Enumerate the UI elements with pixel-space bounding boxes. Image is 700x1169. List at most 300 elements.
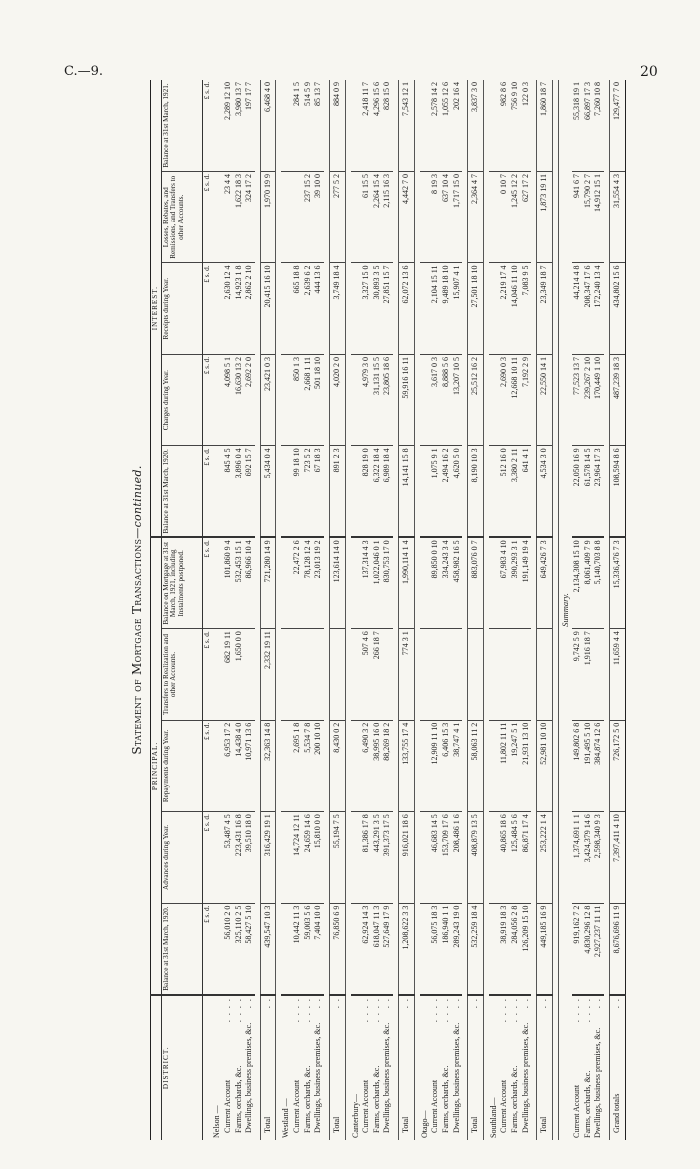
amount-cell: 129,477 7 0 bbox=[610, 80, 626, 172]
amount-cell: 2,104 15 11 bbox=[430, 263, 441, 354]
empty-cell bbox=[489, 720, 500, 811]
empty-cell bbox=[281, 446, 292, 537]
district-label bbox=[303, 995, 314, 1140]
leader-dots: . . . . bbox=[302, 997, 312, 1023]
table-row bbox=[223, 80, 234, 1140]
amount-cell: 2,598,340 9 3 bbox=[593, 812, 604, 903]
district-label bbox=[244, 995, 255, 1140]
amount-cell: 191,149 19 4 bbox=[521, 537, 532, 628]
amount-cell: 208,486 1 6 bbox=[452, 812, 463, 903]
district-heading: Westland — bbox=[281, 1098, 291, 1138]
leader-dots: . . . . bbox=[292, 997, 302, 1023]
amount-cell: 8,061,409 7 9 bbox=[583, 537, 594, 628]
amount-cell: 23,421 0 3 bbox=[260, 354, 276, 445]
amount-cell: 191,495 5 10 bbox=[583, 720, 594, 811]
amount-cell: 774 3 1 bbox=[399, 629, 415, 720]
group-interest: INTEREST. bbox=[151, 80, 162, 537]
table-row bbox=[234, 80, 245, 1140]
amount-cell: 38,919 18 3 bbox=[499, 903, 510, 994]
amount-cell: 982 8 6 bbox=[499, 80, 510, 172]
col-principal-balance-1920: Balance at 31st March, 1920. bbox=[161, 903, 202, 994]
amount-cell: 99 18 10 bbox=[292, 446, 303, 537]
table-row bbox=[382, 80, 393, 1140]
amount-cell: 7,192 2 9 bbox=[521, 354, 532, 445]
amount-cell: 81,386 17 8 bbox=[361, 812, 372, 903]
amount-cell: 3,617 0 3 bbox=[430, 354, 441, 445]
amount-cell: 5,140,703 8 8 bbox=[593, 537, 604, 628]
amount-cell: 208,347 17 6 bbox=[583, 263, 594, 354]
amount-cell: 15,336,476 7 3 bbox=[610, 537, 626, 628]
row-label: Current Account bbox=[430, 1079, 440, 1133]
amount-cell: 89,850 0 10 bbox=[430, 537, 441, 628]
amount-cell: 86,871 17 4 bbox=[521, 812, 532, 903]
empty-cell bbox=[489, 812, 500, 903]
district-label bbox=[382, 995, 393, 1140]
amount-cell: 15,907 4 1 bbox=[452, 263, 463, 354]
group-principal: PRINCIPAL. bbox=[151, 537, 162, 994]
amount-cell: 55,318 19 1 bbox=[572, 80, 583, 172]
amount-cell: 4,534 3 0 bbox=[537, 446, 553, 537]
amount-cell: 726,172 5 0 bbox=[610, 720, 626, 811]
row-label: Grand totals bbox=[612, 1093, 621, 1133]
col-transfers: Transfers to Realization and other Accounts. bbox=[161, 629, 202, 720]
table-row bbox=[521, 80, 532, 1140]
leader-dots: . . bbox=[612, 997, 621, 1009]
leader-dots: . . bbox=[470, 997, 480, 1009]
district-label bbox=[537, 995, 553, 1140]
empty-cell bbox=[420, 80, 431, 172]
amount-cell: 101,860 9 4 bbox=[223, 537, 234, 628]
amount-cell: 1,374,691 1 1 bbox=[572, 812, 583, 903]
amount-cell: 501 18 10 bbox=[313, 354, 324, 445]
amount-cell: 2,639 6 2 bbox=[303, 263, 314, 354]
empty-cell bbox=[489, 903, 500, 994]
amount-cell: 1,970 19 9 bbox=[260, 172, 276, 263]
amount-cell: 618,047 11 3 bbox=[372, 903, 383, 994]
empty-cell bbox=[489, 629, 500, 720]
table-row bbox=[441, 80, 452, 1140]
amount-cell: 2,332 19 11 bbox=[260, 629, 276, 720]
empty-cell bbox=[212, 446, 223, 537]
amount-cell: 56,010 2 0 bbox=[223, 903, 234, 994]
amount-cell: 2,219 17 4 bbox=[499, 263, 510, 354]
empty-cell bbox=[212, 80, 223, 172]
amount-cell: 408,879 13 5 bbox=[468, 812, 484, 903]
amount-cell: 15,790 2 7 bbox=[583, 172, 594, 263]
units-cell: £ s. d. bbox=[202, 720, 212, 811]
amount-cell: 52,981 10 10 bbox=[537, 720, 553, 811]
amount-cell: 23,805 18 6 bbox=[382, 354, 393, 445]
amount-cell: 1,873 19 11 bbox=[537, 172, 553, 263]
district-label bbox=[234, 995, 245, 1140]
amount-cell: 830,753 17 0 bbox=[382, 537, 393, 628]
district-label bbox=[260, 995, 276, 1140]
row-label: Current Account bbox=[222, 1079, 232, 1133]
amount-cell: 39,510 18 0 bbox=[244, 812, 255, 903]
amount-cell: 334,243 3 4 bbox=[441, 537, 452, 628]
amount-cell bbox=[292, 172, 303, 263]
district-heading: Southland— bbox=[488, 1097, 498, 1138]
table-row bbox=[499, 80, 510, 1140]
amount-cell: 1,208,622 3 3 bbox=[399, 903, 415, 994]
leader-dots: . . bbox=[451, 997, 461, 1009]
empty-cell bbox=[212, 354, 223, 445]
row-label: Farms, orchards, &c. bbox=[510, 1065, 520, 1133]
amount-cell: 391,373 17 5 bbox=[382, 812, 393, 903]
amount-cell: 16,630 13 2 bbox=[234, 354, 245, 445]
amount-cell: 200 10 10 bbox=[313, 720, 324, 811]
amount-cell: 2,690 0 3 bbox=[499, 354, 510, 445]
empty-cell bbox=[489, 354, 500, 445]
amount-cell: 2,692 2 0 bbox=[244, 354, 255, 445]
amount-cell: 458,982 16 5 bbox=[452, 537, 463, 628]
amount-cell: 202 16 4 bbox=[452, 80, 463, 172]
amount-cell: 23,013 19 2 bbox=[313, 537, 324, 628]
district-label bbox=[468, 995, 484, 1140]
amount-cell: 10,442 11 3 bbox=[292, 903, 303, 994]
amount-cell: 4,296 15 6 bbox=[372, 80, 383, 172]
amount-cell: 137,314 4 3 bbox=[361, 537, 372, 628]
leader-dots: . . bbox=[401, 997, 411, 1009]
amount-cell: 1,055 12 6 bbox=[441, 80, 452, 172]
amount-cell: 61,578 14 5 bbox=[583, 446, 594, 537]
amount-cell: 27,851 15 7 bbox=[382, 263, 393, 354]
district-heading-row bbox=[281, 80, 292, 1140]
amount-cell bbox=[430, 629, 441, 720]
amount-cell: 62,072 13 6 bbox=[399, 263, 415, 354]
amount-cell bbox=[499, 629, 510, 720]
amount-cell: 2,418 11 7 bbox=[361, 80, 372, 172]
amount-cell: 2,364 4 7 bbox=[468, 172, 484, 263]
empty-cell bbox=[351, 172, 362, 263]
amount-cell: 67,983 4 10 bbox=[499, 537, 510, 628]
amount-cell: 3,980 13 7 bbox=[234, 80, 245, 172]
amount-cell: 15,810 0 0 bbox=[313, 812, 324, 903]
amount-cell: 25,512 16 2 bbox=[468, 354, 484, 445]
amount-cell: 2,134,308 15 10 bbox=[572, 537, 583, 628]
row-label: Current Account bbox=[361, 1079, 371, 1133]
amount-cell: 27,501 18 10 bbox=[468, 263, 484, 354]
title-suffix: —continued. bbox=[131, 465, 144, 539]
district-label bbox=[372, 995, 383, 1140]
district-heading: Canterbury— bbox=[350, 1094, 360, 1138]
row-label: Dwellings, business premises, &c. bbox=[451, 1022, 461, 1133]
amount-cell: 384,874 12 6 bbox=[593, 720, 604, 811]
district-heading-row bbox=[212, 80, 223, 1140]
district-label bbox=[583, 995, 594, 1140]
amount-cell: 3,327 15 0 bbox=[361, 263, 372, 354]
amount-cell: 6,322 18 4 bbox=[372, 446, 383, 537]
amount-cell: 1,916 18 7 bbox=[583, 629, 594, 720]
district-label bbox=[399, 995, 415, 1140]
amount-cell: 284,056 2 8 bbox=[510, 903, 521, 994]
row-label: Farms, orchards, &c. bbox=[440, 1065, 450, 1133]
amount-cell: 186,940 1 1 bbox=[441, 903, 452, 994]
amount-cell: 6,490 3 2 bbox=[361, 720, 372, 811]
amount-cell bbox=[244, 629, 255, 720]
rotated-table-region bbox=[124, 80, 700, 1140]
units-cell: £ s. d. bbox=[202, 354, 212, 445]
amount-cell: 2,115 16 3 bbox=[382, 172, 393, 263]
amount-cell: 14,912 15 1 bbox=[593, 172, 604, 263]
summary-row bbox=[593, 80, 604, 1140]
column-header-row bbox=[161, 80, 202, 1140]
units-cell: £ s. d. bbox=[202, 80, 212, 172]
row-label: Dwellings, business premises, &c. bbox=[593, 1027, 603, 1138]
amount-cell: 637 10 4 bbox=[441, 172, 452, 263]
amount-cell bbox=[510, 629, 521, 720]
empty-cell bbox=[212, 629, 223, 720]
empty-cell bbox=[351, 537, 362, 628]
row-label: Farms, orchards, &c. bbox=[371, 1065, 381, 1133]
amount-cell: 133,755 17 4 bbox=[399, 720, 415, 811]
amount-cell: 1,860 18 7 bbox=[537, 80, 553, 172]
district-label bbox=[452, 995, 463, 1140]
amount-cell: 756 9 10 bbox=[510, 80, 521, 172]
empty-cell bbox=[420, 812, 431, 903]
amount-cell: 0 10 7 bbox=[499, 172, 510, 263]
empty-cell bbox=[212, 537, 223, 628]
amount-cell: 88,269 18 2 bbox=[382, 720, 393, 811]
empty-cell bbox=[351, 354, 362, 445]
total-row bbox=[260, 80, 276, 1140]
amount-cell: 170,449 1 10 bbox=[593, 354, 604, 445]
amount-cell: 59,003 5 6 bbox=[303, 903, 314, 994]
amount-cell: 31,554 4 3 bbox=[610, 172, 626, 263]
col-interest-balance-1921: Balance at 31st March, 1921. bbox=[161, 80, 202, 172]
amount-cell: 126,209 15 10 bbox=[521, 903, 532, 994]
leader-dots: . . . . bbox=[440, 997, 450, 1023]
leader-dots: . . . . bbox=[361, 997, 371, 1023]
leader-dots: . . . . bbox=[499, 997, 509, 1023]
amount-cell: 61 15 5 bbox=[361, 172, 372, 263]
summary-row bbox=[572, 80, 583, 1140]
amount-cell: 85 13 7 bbox=[313, 80, 324, 172]
amount-cell: 11,659 4 4 bbox=[610, 629, 626, 720]
row-label: Total bbox=[331, 1116, 341, 1133]
amount-cell: 153,709 17 6 bbox=[441, 812, 452, 903]
empty-cell bbox=[351, 80, 362, 172]
empty-cell bbox=[212, 263, 223, 354]
district-heading: Nelson — bbox=[212, 1105, 222, 1138]
amount-cell: 14,724 12 11 bbox=[292, 812, 303, 903]
summary-row bbox=[583, 80, 594, 1140]
amount-cell bbox=[593, 629, 604, 720]
amount-cell: 3,896 0 4 bbox=[234, 446, 245, 537]
amount-cell: 828 15 0 bbox=[382, 80, 393, 172]
empty-cell bbox=[420, 446, 431, 537]
district-label bbox=[292, 995, 303, 1140]
empty-cell bbox=[351, 263, 362, 354]
amount-cell: 919,162 7 2 bbox=[572, 903, 583, 994]
amount-cell: 123,614 14 0 bbox=[329, 537, 345, 628]
empty-cell bbox=[351, 903, 362, 994]
row-label: Dwellings, business premises, &c. bbox=[244, 1022, 254, 1133]
amount-cell: 4,020 2 0 bbox=[329, 354, 345, 445]
amount-cell: 284 1 5 bbox=[292, 80, 303, 172]
row-label: Total bbox=[539, 1116, 549, 1133]
empty-cell bbox=[489, 263, 500, 354]
amount-cell: 2,668 1 11 bbox=[303, 354, 314, 445]
amount-cell: 1,245 12 2 bbox=[510, 172, 521, 263]
empty-cell bbox=[281, 172, 292, 263]
amount-cell: 443,291 3 5 bbox=[372, 812, 383, 903]
units-blank bbox=[202, 995, 212, 1140]
empty-cell bbox=[420, 172, 431, 263]
amount-cell: 6,468 4 0 bbox=[260, 80, 276, 172]
table-row bbox=[510, 80, 521, 1140]
empty-cell bbox=[351, 446, 362, 537]
empty-cell bbox=[489, 80, 500, 172]
empty-cell bbox=[281, 720, 292, 811]
units-row bbox=[202, 80, 212, 1140]
amount-cell: 239,267 2 10 bbox=[583, 354, 594, 445]
amount-cell bbox=[521, 629, 532, 720]
amount-cell: 850 1 3 bbox=[292, 354, 303, 445]
row-label: Dwellings, business premises, &c. bbox=[382, 1022, 392, 1133]
amount-cell: 444 13 6 bbox=[313, 263, 324, 354]
amount-cell: 514 5 9 bbox=[303, 80, 314, 172]
empty-cell bbox=[212, 812, 223, 903]
units-cell: £ s. d. bbox=[202, 446, 212, 537]
district-label bbox=[593, 995, 604, 1140]
district-label bbox=[313, 995, 324, 1140]
row-label: Farms, orchards, &c. bbox=[233, 1065, 243, 1133]
amount-cell: 4,979 3 0 bbox=[361, 354, 372, 445]
empty-cell bbox=[281, 263, 292, 354]
table-row bbox=[430, 80, 441, 1140]
amount-cell: 532,259 18 4 bbox=[468, 903, 484, 994]
amount-cell: 223,431 16 8 bbox=[234, 812, 245, 903]
amount-cell: 8,676,696 11 9 bbox=[610, 903, 626, 994]
leader-dots: . . . . bbox=[233, 997, 243, 1023]
amount-cell: 40,865 18 6 bbox=[499, 812, 510, 903]
leader-dots: . . bbox=[520, 997, 530, 1009]
amount-cell: 14,046 11 10 bbox=[510, 263, 521, 354]
leader-dots: . . . . bbox=[510, 997, 520, 1023]
units-cell: £ s. d. bbox=[202, 812, 212, 903]
empty-cell bbox=[281, 812, 292, 903]
amount-cell: 487,239 18 3 bbox=[610, 354, 626, 445]
amount-cell: 22,050 16 9 bbox=[572, 446, 583, 537]
amount-cell: 532,453 15 1 bbox=[234, 537, 245, 628]
empty-cell bbox=[489, 446, 500, 537]
amount-cell: 66,897 17 3 bbox=[583, 80, 594, 172]
summary-label: Summary. bbox=[558, 80, 572, 1140]
empty-cell bbox=[489, 537, 500, 628]
amount-cell: 845 4 5 bbox=[223, 446, 234, 537]
empty-cell bbox=[420, 720, 431, 811]
empty-cell bbox=[420, 629, 431, 720]
district-label bbox=[610, 995, 626, 1140]
amount-cell: 149,802 6 8 bbox=[572, 720, 583, 811]
amount-cell: 56,075 18 3 bbox=[430, 903, 441, 994]
district-heading: Otago— bbox=[419, 1110, 429, 1138]
row-label: Current Account bbox=[572, 1084, 582, 1138]
grand-total-row bbox=[610, 80, 626, 1140]
amount-cell: 76,850 6 9 bbox=[329, 903, 345, 994]
total-row bbox=[399, 80, 415, 1140]
leader-dots: . . bbox=[593, 997, 603, 1009]
empty-cell bbox=[281, 629, 292, 720]
row-label: Total bbox=[401, 1116, 411, 1133]
amount-cell: 507 4 6 bbox=[361, 629, 372, 720]
empty-cell bbox=[420, 903, 431, 994]
amount-cell: 237 15 2 bbox=[303, 172, 314, 263]
district-label bbox=[361, 995, 372, 1140]
empty-cell bbox=[281, 354, 292, 445]
amount-cell: 289,243 19 0 bbox=[452, 903, 463, 994]
amount-cell: 22,550 14 1 bbox=[537, 354, 553, 445]
table-row bbox=[292, 80, 303, 1140]
amount-cell: 7,404 10 0 bbox=[313, 903, 324, 994]
amount-cell: 24,659 14 6 bbox=[303, 812, 314, 903]
table-row bbox=[303, 80, 314, 1140]
amount-cell: 721,280 14 9 bbox=[260, 537, 276, 628]
amount-cell: 649,426 7 3 bbox=[537, 537, 553, 628]
table-row bbox=[361, 80, 372, 1140]
amount-cell: 8,430 0 2 bbox=[329, 720, 345, 811]
amount-cell: 449,185 16 9 bbox=[537, 903, 553, 994]
title-main: Statement of Mortgage Transactions bbox=[130, 538, 144, 755]
leader-dots: . . . . bbox=[430, 997, 440, 1023]
empty-cell bbox=[351, 720, 362, 811]
amount-cell: 2,862 2 10 bbox=[244, 263, 255, 354]
amount-cell: 8 19 3 bbox=[430, 172, 441, 263]
amount-cell: 2,264 15 4 bbox=[372, 172, 383, 263]
amount-cell: 32,363 14 8 bbox=[260, 720, 276, 811]
amount-cell: 1,022,046 0 1 bbox=[372, 537, 383, 628]
amount-cell: 21,931 13 10 bbox=[521, 720, 532, 811]
district-label bbox=[223, 995, 234, 1140]
row-label: Current Account bbox=[292, 1079, 302, 1133]
amount-cell: 14,923 1 8 bbox=[234, 263, 245, 354]
amount-cell: 692 15 7 bbox=[244, 446, 255, 537]
leader-dots: . . bbox=[244, 997, 254, 1009]
units-cell: £ s. d. bbox=[202, 537, 212, 628]
amount-cell: 58,063 11 2 bbox=[468, 720, 484, 811]
row-label: Dwellings, business premises, &c. bbox=[520, 1022, 530, 1133]
empty-cell bbox=[281, 903, 292, 994]
amount-cell: 23 4 4 bbox=[223, 172, 234, 263]
district-label bbox=[329, 995, 345, 1140]
empty-cell bbox=[351, 629, 362, 720]
amount-cell: 125,484 5 6 bbox=[510, 812, 521, 903]
amount-cell: 67 18 3 bbox=[313, 446, 324, 537]
amount-cell bbox=[537, 629, 553, 720]
amount-cell: 3,380 2 11 bbox=[510, 446, 521, 537]
empty-cell bbox=[420, 537, 431, 628]
amount-cell: 682 19 11 bbox=[223, 629, 234, 720]
amount-cell: 627 17 2 bbox=[521, 172, 532, 263]
empty-cell bbox=[281, 80, 292, 172]
amount-cell: 891 2 3 bbox=[329, 446, 345, 537]
amount-cell: 3,837 3 0 bbox=[468, 80, 484, 172]
empty-cell bbox=[212, 720, 223, 811]
amount-cell: 39 10 0 bbox=[313, 172, 324, 263]
amount-cell: 3,749 18 4 bbox=[329, 263, 345, 354]
amount-cell bbox=[329, 629, 345, 720]
amount-cell: 316,429 19 1 bbox=[260, 812, 276, 903]
amount-cell: 5,534 7 8 bbox=[303, 720, 314, 811]
amount-cell: 2,289 12 10 bbox=[223, 80, 234, 172]
amount-cell: 38,747 4 1 bbox=[452, 720, 463, 811]
amount-cell: 12,909 11 10 bbox=[430, 720, 441, 811]
amount-cell: 665 18 8 bbox=[292, 263, 303, 354]
amount-cell: 4,830,296 12 8 bbox=[583, 903, 594, 994]
amount-cell: 1,075 9 1 bbox=[430, 446, 441, 537]
col-receipts: Receipts during Year. bbox=[161, 263, 202, 354]
